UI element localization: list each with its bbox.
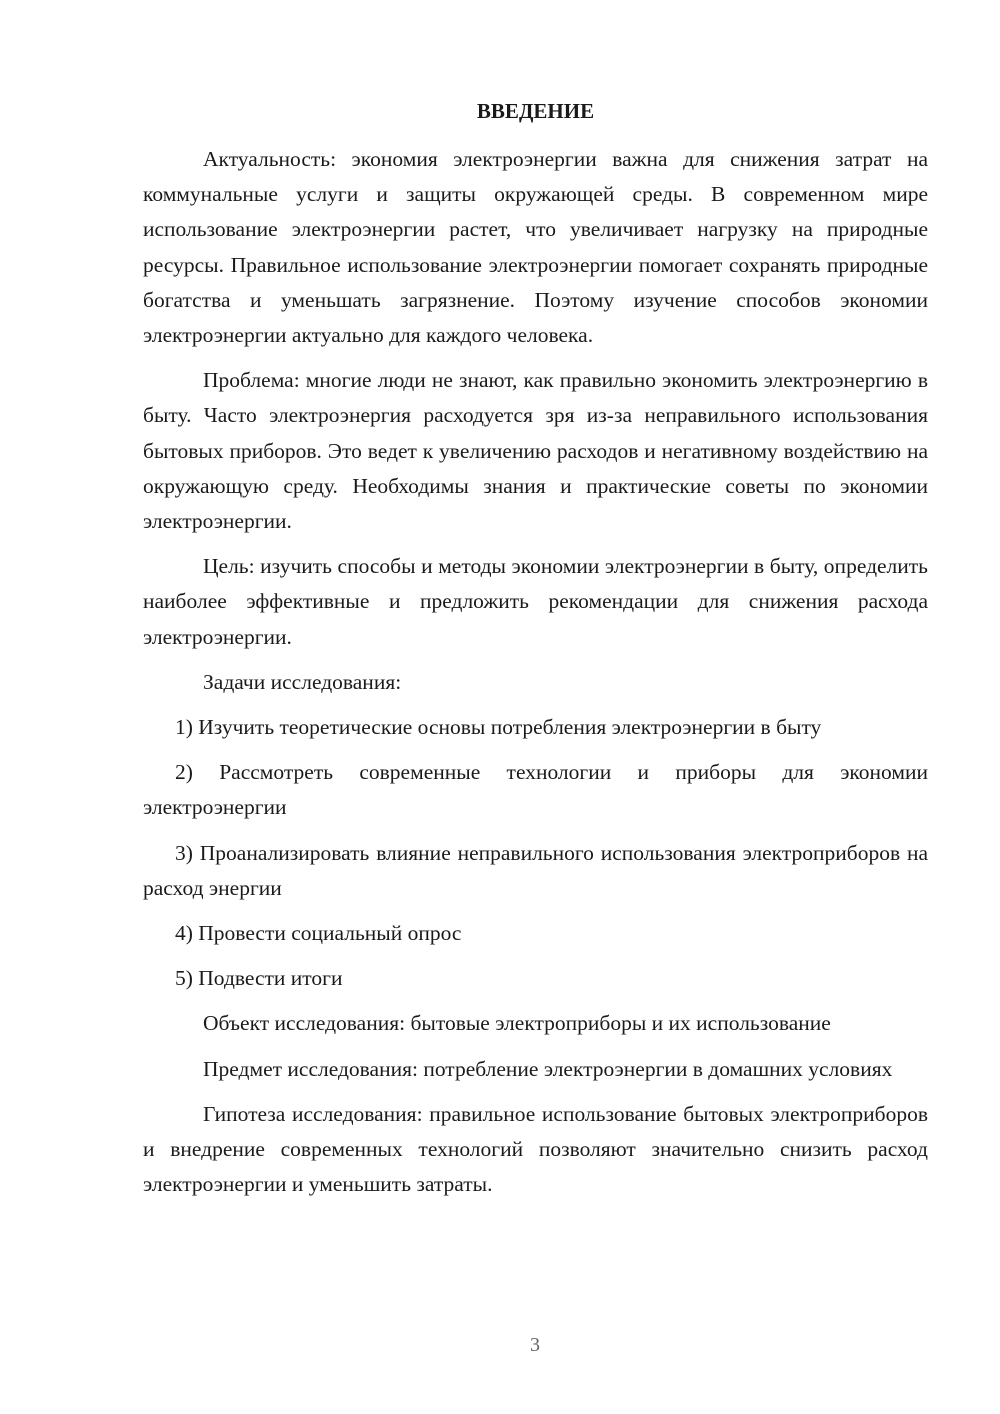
paragraph-subject: Предмет исследования: потребление электроэнергии в домашних условиях [203,1056,893,1081]
task-item-1: 1) Изучить теоретические основы потребления электроэнергии в быту [175,715,822,740]
paragraph-object: Объект исследования: бытовые электроприборы и их использование [203,1011,831,1036]
paragraph-tasks-heading: Задачи исследования: [203,669,402,694]
task-item-2: 2) Рассмотреть современные технологии и приборы для экономии электроэнергии [143,760,928,820]
page-number: 3 [530,1334,540,1356]
paragraph-relevance: Актуальность: экономия электроэнергии важна для снижения затрат на коммунальные услуги и защиты окружающей среды. В современном мире использование электроэнергии растет, что увеличивает нагрузку на природные ресурсы. Правильное использование электроэнергии помогает сохранять природные богатства и уменьшать загрязнение. Поэтому изучение способов экономии электроэнергии актуально для каждого человека. [143,147,928,348]
paragraph-hypothesis: Гипотеза исследования: правильное использование бытовых электроприборов и внедрение современных технологий позволяют значительно снизить расход электроэнергии и уменьшить затраты. [143,1101,928,1197]
task-item-3: 3) Проанализировать влияние неправильного использования электроприборов на расход энергии [143,840,928,900]
paragraph-problem: Проблема: многие люди не знают, как правильно экономить электроэнергию в быту. Часто электроэнергия расходуется зря из-за неправильного использования бытовых приборов. Это ведет к увеличению расходов и негативному воздействию на окружающую среду. Необходимы знания и практические советы по экономии электроэнергии. [143,368,928,534]
document-body [143,142,928,1212]
paragraph-goal: Цель: изучить способы и методы экономии электроэнергии в быту, определить наиболее эффективные и предложить рекомендации для снижения расхода электроэнергии. [143,554,928,649]
page-title: ВВЕДЕНИЕ [476,99,595,123]
task-item-5: 5) Подвести итоги [175,966,343,991]
task-item-4: 4) Провести социальный опрос [175,921,462,946]
